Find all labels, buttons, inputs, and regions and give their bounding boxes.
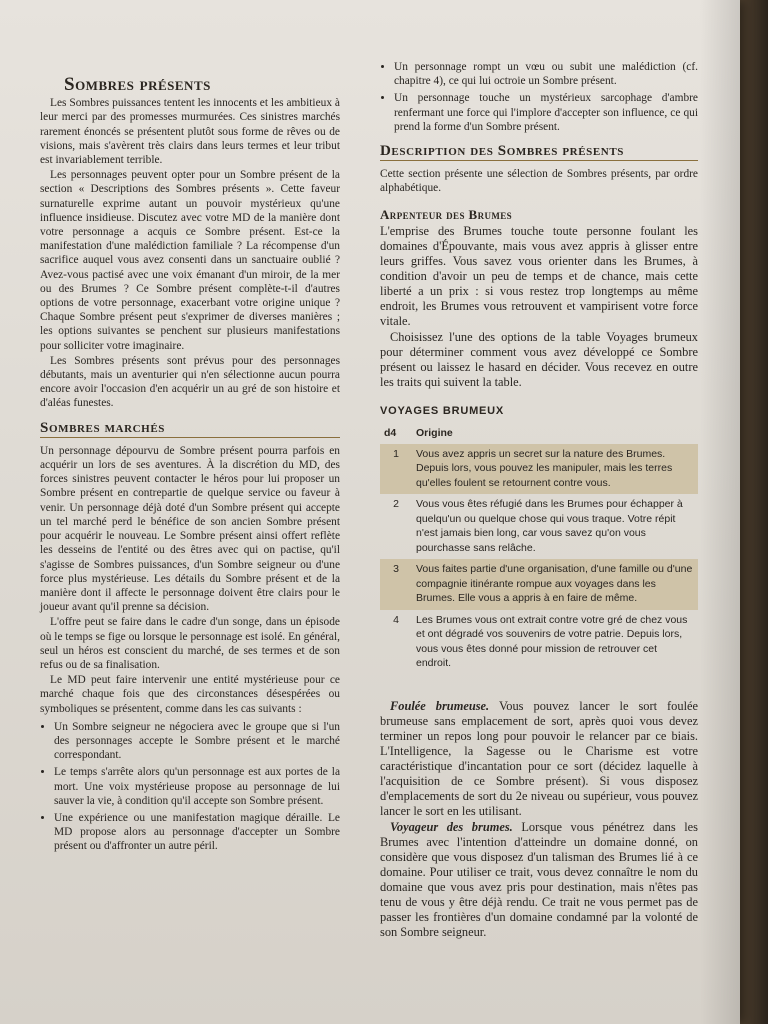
right-column xyxy=(380,60,698,941)
table-row xyxy=(380,494,698,559)
section-heading-description: Description des Sombres présents xyxy=(380,144,698,161)
trait-foulee-brumeuse xyxy=(380,699,698,819)
voyages-brumeux-table xyxy=(380,424,698,675)
continued-bullet-list xyxy=(380,60,698,134)
table-row xyxy=(380,559,698,610)
subheading-arpenteur: Arpenteur des Brumes xyxy=(380,206,513,222)
marches-paragraph-3: Le MD peut faire intervenir une entité mystérieuse pour ce marché chaque fois que des circonstances désespérées ou symboliques se présentent, comme dans les cas suivants : xyxy=(40,674,340,715)
left-column xyxy=(40,60,340,858)
table-cell-die: 2 xyxy=(393,498,399,511)
arpenteur-paragraph-1: L'emprise des Brumes touche toute personne foulant les domaines d'Épouvante, mais vous avez appris à glisser entre leurs griffes. Vous savez vous orienter dans les Brumes, à condition d'avoir un peu de temps et de chance, mais cette liberté a un prix : si vous restez trop longtemps au même endroit, les Brumes vous retrouvent et vampirisent votre force vitale. xyxy=(380,223,698,328)
description-paragraph: Cette section présente une sélection de Sombres présents, par ordre alphabétique. xyxy=(380,168,698,195)
marches-paragraph-2: L'offre peut se faire dans le cadre d'un songe, dans un épisode où le temps se fige ou lorsque le personnage est isolé. En général, seul un héros est conscient du marché, de ses termes et de son refus ou de sa finalisation. xyxy=(40,616,340,671)
bullet-item: • Une expérience ou une manifestation magique déraille. Le MD propose alors au personnage d'accepter un Sombre présent ou d'affronter un autre péril. xyxy=(54,811,340,854)
intro-paragraph-1: Les Sombres puissances tentent les innocents et les ambitieux à leur merci par des promesses murmurées. Ces sinistres marchés rarement énoncés se présentent plutôt sous forme de rêves ou de visions, mais s'avèrent très clairs dans leurs termes et leur tribut est invariablement terrible. xyxy=(40,97,340,167)
intro-paragraph-2: Les personnages peuvent opter pour un Sombre présent de la section « Descriptions des Sombres présents ». Cette faveur surnaturelle exprime autant un pouvoir mystérieux qu'une influence insidieuse. Discutez avec votre MD de la manière dont votre personnage a acquis ce Sombre présent. Est-ce la manifestation d'une malédiction familiale ? La récompense d'un sacrifice auquel vous avez consenti dans un sanctuaire oublié ? Avez-vous pactisé avec une voix émanant d'un miroir, de la mer ou des Brumes ? Ce Sombre présent complète-t-il d'autres options de votre personnage, exacerbant votre origine unique ? Chaque Sombre présent peut s'exprimer de diverses manières ; les options suivantes se penchent sur plusieurs manifestations pour solliciter votre imaginaire. xyxy=(40,169,340,352)
bullet-item: • Un Sombre seigneur ne négociera avec le groupe que si l'un des personnages accepte le Sombre présent et le marché correspondant. xyxy=(54,720,340,763)
marches-bullet-list xyxy=(40,720,340,854)
trait-name: Foulée brumeuse. xyxy=(390,698,490,713)
intro-paragraph-3: Les Sombres présents sont prévus pour des personnages débutants, mais un aventurier qui n'en sélectionne aucun pourra encore avoir l'occasion d'en acquérir un au gré de son histoire et d'aléas funestes. xyxy=(40,354,340,410)
table-cell-origin: Vous vous êtes réfugié dans les Brumes pour échapper à quelqu'un ou quelque chose qui vous traque. Votre répit n'est jamais bien long, car vous savez qu'on vous pourchasse sans relâche. xyxy=(416,498,683,554)
arpenteur-paragraph-2: Choisissez l'une des options de la table Voyages brumeux pour déterminer comment vous avez développé ce Sombre présent ou laissez le hasard en décider. Vous recevez en outre les traits qui suivent la table. xyxy=(380,329,698,389)
table-cell-origin: Vous faites partie d'une organisation, d'une famille ou d'une compagnie itinérante rompue aux voyages dans les Brumes. Elle vous a appris à en faire de même. xyxy=(412,559,698,610)
table-header-die: d4 xyxy=(384,427,397,440)
marches-paragraph-1: Un personnage dépourvu de Sombre présent pourra parfois en acquérir un lors de ses aventures. À la discrétion du MD, des forces sinistres peuvent contacter le héros pour lui proposer un Sombre présent en contrepartie de quelque service ou faveur à venir. Un personnage déjà doté d'un Sombre présent qui accepte un tel marché perd le bénéfice de son ancien Sombre présent pour acquérir le nouveau. Le Sombre présent ainsi offert reflète les desseins de l'entité ou des êtres avec qui on pactise, qu'il s'agisse de Sombres puissances, d'un Sombre seigneur ou d'une force plus mystérieuse. Les détails du Sombre présent et de la manière dont il affecte le personnage doivent être clairs pour le joueur avant qu'il prenne sa décision. xyxy=(40,444,340,614)
trait-voyageur-des-brumes xyxy=(380,820,698,940)
table-header-row xyxy=(380,424,698,444)
table-header-origin: Origine xyxy=(416,427,453,440)
table-row xyxy=(380,610,698,675)
bullet-item: • Le temps s'arrête alors qu'un personnage est aux portes de la mort. Une voix mystérieuse propose au personnage de lui sauver la vie, à condition qu'il accepte son Sombre présent. xyxy=(54,765,340,808)
table-cell-die: 3 xyxy=(380,559,412,610)
table-title: VOYAGES BRUMEUX xyxy=(380,404,505,417)
table-cell-die: 1 xyxy=(380,444,412,495)
table-cell-die: 4 xyxy=(393,613,399,626)
bullet-item: • Un personnage rompt un vœu ou subit une malédiction (cf. chapitre 4), ce qui lui octroie un Sombre présent. xyxy=(394,60,698,88)
trait-name: Voyageur des brumes. xyxy=(390,819,513,834)
bullet-item: • Un personnage touche un mystérieux sarcophage d'ambre renfermant une force qui l'implore d'accepter son influence, ce qui prend la forme d'un Sombre présent. xyxy=(394,91,698,134)
table-cell-origin: Vous avez appris un secret sur la nature des Brumes. Depuis lors, vous pouvez les manipuler, mais les terres qu'elles foulent se retournent contre vous. xyxy=(412,444,698,495)
table-row xyxy=(380,444,698,495)
section-heading-sombres-presents: Sombres présents xyxy=(64,74,211,95)
trait-text: Lorsque vous pénétrez dans les Brumes avec l'intention d'atteindre un domaine donné, on considère que vous disposez d'un talisman des Brumes lié à ce domaine. Pour utiliser ce trait, vous devez connaître le nom du domaine que vous avez pris pour destination, mais n'êtes pas tenu de vous y être déjà rendu. Ce trait ne vous permet pas de passer les frontières d'un domaine condamné par la volonté de son Sombre seigneur. xyxy=(380,819,698,939)
table-cell-origin: Les Brumes vous ont extrait contre votre gré de chez vous et ont dégradé vos souvenirs de votre patrie. Depuis lors, vous vous êtes donné pour mission de retrouver cet endroit. xyxy=(416,613,688,670)
section-heading-sombres-marches: Sombres marchés xyxy=(40,421,340,438)
trait-text: Vous pouvez lancer le sort foulée brumeuse sans emplacement de sort, après quoi vous devez terminer un repos long pour pouvoir le relancer par ce biais. L'Intelligence, la Sagesse ou le Charisme est votre caractéristique d'incantation pour ce sort (décidez laquelle à l'acquisition de ce Sombre présent). Si vous disposez d'emplacements de sort du 2e niveau ou supérieur, vous pouvez lancer le sort en les utilisant. xyxy=(380,698,699,818)
